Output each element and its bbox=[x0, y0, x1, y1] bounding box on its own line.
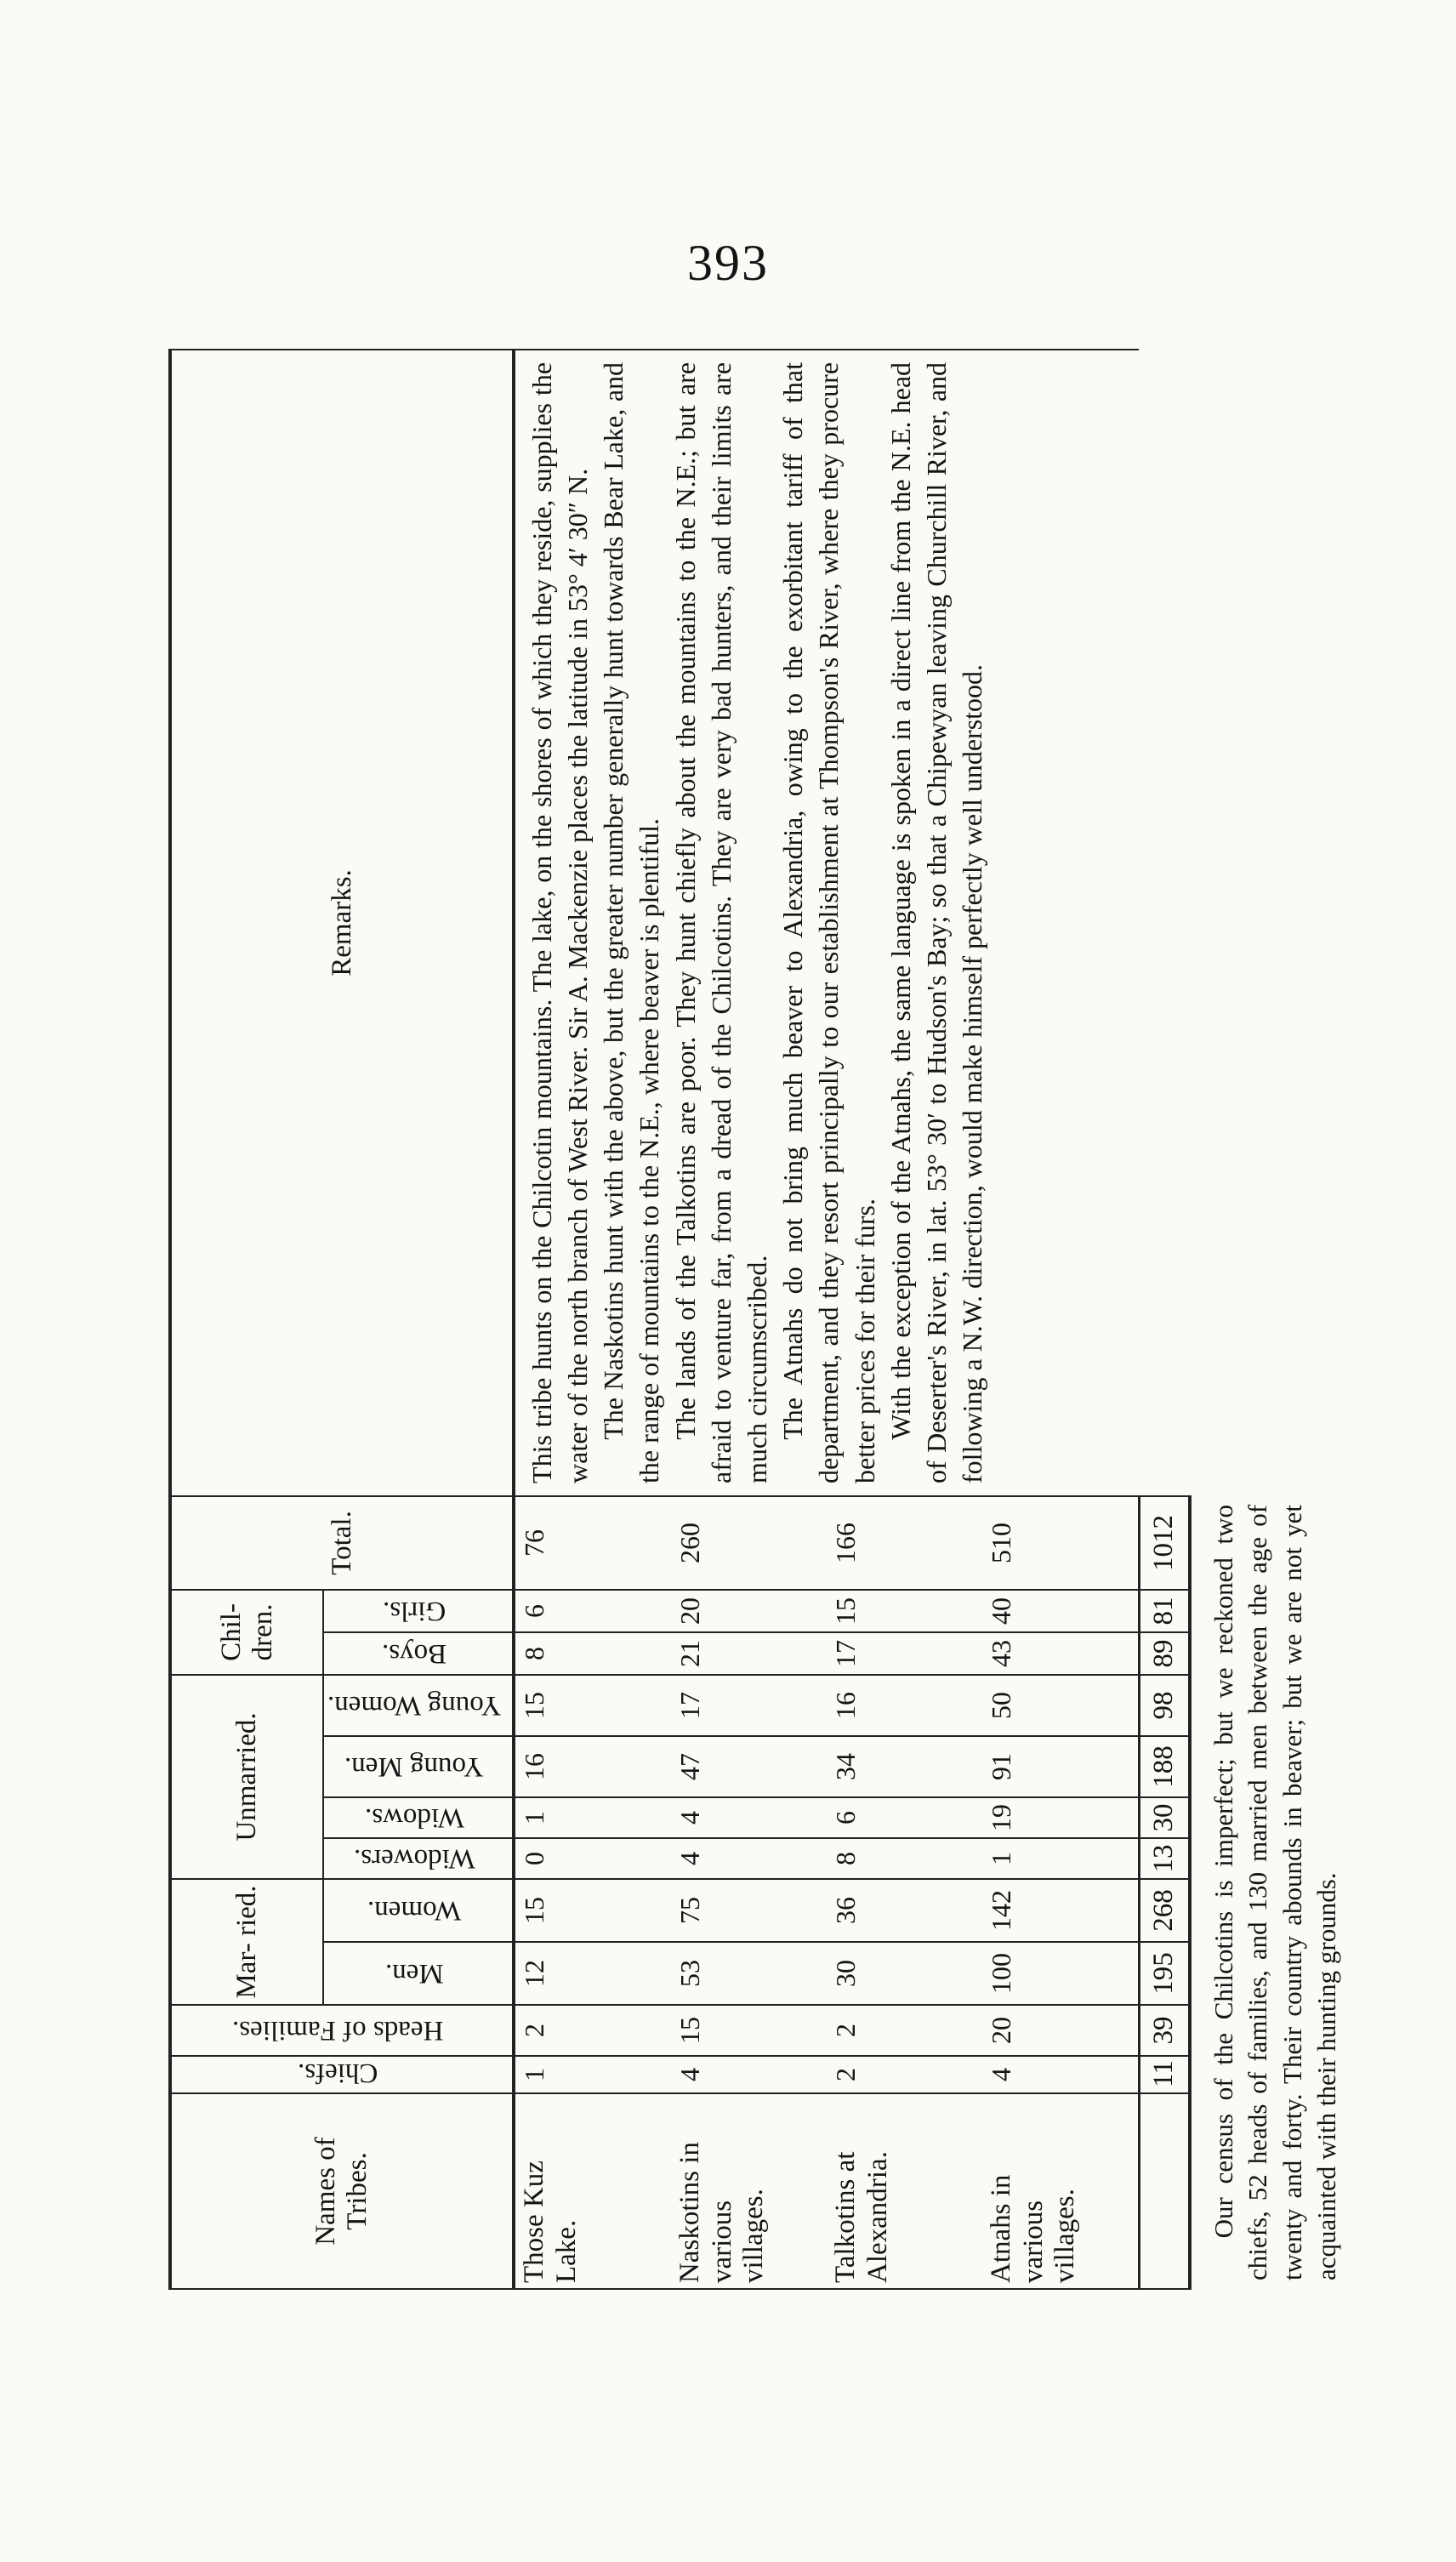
header-remarks: Remarks. bbox=[170, 350, 514, 1496]
total-cell: 260 bbox=[671, 1496, 827, 1590]
total-cell: 166 bbox=[827, 1496, 982, 1590]
remark-naskotins: The Naskotins hunt with the above, but the greater number generally hunt towards Bear Lake, and the range of mountains to the N.E., where beaver is plentiful. bbox=[598, 362, 665, 1483]
remark-language: With the exception of the Atnahs, the same language is spoken in a direct line from the N.E. head of Deserter's River, in lat. 53° 30′ to Hudson's Bay; so that a Chipewyan leaving Churchill River, and following a N.W. direction, would make himself perfectly well understood. bbox=[884, 362, 988, 1483]
census-table bbox=[168, 349, 1385, 2290]
married-women-cell: 15 bbox=[514, 1879, 671, 1942]
widowers-cell: 8 bbox=[827, 1838, 982, 1879]
widowers-cell: 1 bbox=[982, 1838, 1140, 1879]
header-chiefs: Chiefs. bbox=[298, 2058, 378, 2088]
total-widowers: 13 bbox=[1139, 1838, 1190, 1879]
total-married-women: 268 bbox=[1139, 1879, 1190, 1942]
widowers-cell: 4 bbox=[671, 1838, 827, 1879]
totals-blank bbox=[1139, 2093, 1190, 2289]
young-men-cell: 34 bbox=[827, 1736, 982, 1797]
boys-cell: 17 bbox=[827, 1632, 982, 1675]
header-married-women: Women. bbox=[367, 1895, 462, 1927]
married-men-cell: 100 bbox=[982, 1942, 1140, 2005]
header-young-men: Young Men. bbox=[344, 1751, 484, 1783]
married-women-cell: 142 bbox=[982, 1879, 1140, 1942]
widows-cell: 6 bbox=[827, 1797, 982, 1838]
header-names-of-tribes: Names of Tribes. bbox=[170, 2093, 514, 2289]
header-children: Chil- dren. bbox=[170, 1590, 323, 1675]
total-cell: 76 bbox=[514, 1496, 671, 1590]
girls-cell: 40 bbox=[982, 1590, 1140, 1632]
total-chiefs: 11 bbox=[1139, 2056, 1190, 2093]
total-heads: 39 bbox=[1139, 2005, 1190, 2056]
total-widows: 30 bbox=[1139, 1797, 1190, 1838]
header-widows: Widows. bbox=[364, 1802, 464, 1833]
total-boys: 89 bbox=[1139, 1632, 1190, 1675]
young-women-cell: 16 bbox=[827, 1675, 982, 1736]
remark-talkotins: The lands of the Talkotins are poor. They hunt chiefly about the mountains to the N.E.; but are afraid to venture far, from a dread of the Chilcotins. They are very bad hunters, and their limits are much circumscribed. bbox=[669, 362, 772, 1483]
boys-cell: 43 bbox=[982, 1632, 1140, 1675]
remarks-blank bbox=[1139, 350, 1385, 1496]
chiefs-cell: 4 bbox=[982, 2056, 1140, 2093]
tribe-name: Talkotins at Alexandria. bbox=[827, 2093, 982, 2289]
tribe-name: Naskotins in various villages. bbox=[671, 2093, 827, 2289]
chiefs-cell: 4 bbox=[671, 2056, 827, 2093]
total-cell: 510 bbox=[982, 1496, 1140, 1590]
remarks-cell bbox=[514, 350, 1140, 1496]
remark-kuz-lake: This tribe hunts on the Chilcotin mountains. The lake, on the shores of which they reside, supplies the water of the north branch of West River. Sir A. Mackenzie places the latitude in 53° 4′ 30″ N. bbox=[526, 362, 593, 1483]
young-men-cell: 16 bbox=[514, 1736, 671, 1797]
heads-cell: 2 bbox=[514, 2005, 671, 2056]
young-men-cell: 91 bbox=[982, 1736, 1140, 1797]
header-married: Mar- ried. bbox=[170, 1879, 323, 2005]
girls-cell: 6 bbox=[514, 1590, 671, 1632]
widows-cell: 4 bbox=[671, 1797, 827, 1838]
header-unmarried: Unmarried. bbox=[170, 1675, 323, 1879]
married-women-cell: 36 bbox=[827, 1879, 982, 1942]
heads-cell: 2 bbox=[827, 2005, 982, 2056]
young-women-cell: 17 bbox=[671, 1675, 827, 1736]
chiefs-cell: 2 bbox=[827, 2056, 982, 2093]
header-girls: Girls. bbox=[383, 1596, 446, 1627]
young-women-cell: 50 bbox=[982, 1675, 1140, 1736]
header-total: Total. bbox=[170, 1496, 514, 1590]
header-boys: Boys. bbox=[382, 1638, 447, 1670]
heads-cell: 20 bbox=[982, 2005, 1140, 2056]
header-married-men: Men. bbox=[384, 1958, 444, 1990]
young-women-cell: 15 bbox=[514, 1675, 671, 1736]
rotated-census-table-wrapper bbox=[168, 350, 1341, 2290]
widows-cell: 1 bbox=[514, 1797, 671, 1838]
married-women-cell: 75 bbox=[671, 1879, 827, 1942]
girls-cell: 20 bbox=[671, 1590, 827, 1632]
chiefs-cell: 1 bbox=[514, 2056, 671, 2093]
widows-cell: 19 bbox=[982, 1797, 1140, 1838]
census-note: Our census of the Chilcotins is imperfect; but we reckoned two chiefs, 52 heads of families, and 130 married men between the age of twenty and forty. Their country abounds in beaver; but we are not yet acquainted with their hunting grounds. bbox=[1209, 1504, 1341, 2280]
married-men-cell: 30 bbox=[827, 1942, 982, 2005]
table-row-kuz-lake bbox=[514, 350, 671, 2289]
grand-total: 1012 bbox=[1139, 1496, 1190, 1590]
remark-atnahs: The Atnahs do not bring much beaver to Alexandria, owing to the exorbitant tariff of that department, and they resort principally to our establishment at Thompson's River, where they procure better prices for their furs. bbox=[777, 362, 880, 1483]
young-men-cell: 47 bbox=[671, 1736, 827, 1797]
girls-cell: 15 bbox=[827, 1590, 982, 1632]
total-girls: 81 bbox=[1139, 1590, 1190, 1632]
total-married-men: 195 bbox=[1139, 1942, 1190, 2005]
widowers-cell: 0 bbox=[514, 1838, 671, 1879]
table-row-totals bbox=[1139, 350, 1190, 2289]
married-men-cell: 12 bbox=[514, 1942, 671, 2005]
heads-cell: 15 bbox=[671, 2005, 827, 2056]
total-young-men: 188 bbox=[1139, 1736, 1190, 1797]
header-young-women: Young Women. bbox=[327, 1690, 502, 1722]
header-heads-of-families: Heads of Families. bbox=[232, 2015, 444, 2047]
boys-cell: 8 bbox=[514, 1632, 671, 1675]
page-number: 393 bbox=[687, 235, 769, 291]
header-widowers: Widowers. bbox=[353, 1843, 475, 1874]
tribe-name: Those Kuz Lake. bbox=[514, 2093, 671, 2289]
married-men-cell: 53 bbox=[671, 1942, 827, 2005]
boys-cell: 21 bbox=[671, 1632, 827, 1675]
total-young-women: 98 bbox=[1139, 1675, 1190, 1736]
tribe-name: Atnahs in various villages. bbox=[982, 2093, 1140, 2289]
